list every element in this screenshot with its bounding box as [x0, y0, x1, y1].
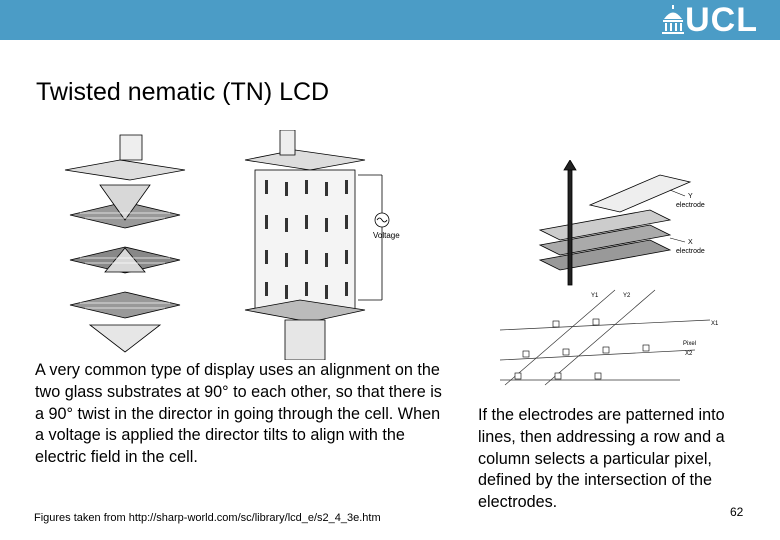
logo-text: UCL	[685, 1, 758, 39]
matrix-pixel: Pixel	[683, 341, 697, 347]
x-electrode-label: X	[688, 239, 693, 246]
x-electrode-sublabel: electrode	[676, 248, 705, 255]
matrix-x1: X1	[711, 321, 719, 327]
electrode-description: If the electrodes are patterned into lines, then addressing a row and a column selects a particular pixel, defined by the intersection of the electrodes.	[478, 406, 725, 512]
header-bar	[0, 0, 780, 40]
y-electrode-label: Y	[688, 193, 693, 200]
y-electrode-sublabel: electrode	[676, 202, 705, 209]
portico-dome-icon	[661, 5, 685, 35]
tn-voltage-figure	[240, 130, 410, 360]
figure-source-caption: Figures taken from http://sharp-world.com/sc/library/lcd_e/s2_4_3e.htm	[34, 512, 381, 524]
ucl-logo	[661, 2, 758, 38]
electrode-figure	[530, 160, 730, 290]
tn-polarizer-figure	[60, 130, 190, 355]
matrix-x2: X2	[685, 351, 693, 357]
matrix-figure	[495, 285, 735, 390]
tn-description: A very common type of display uses an alignment on the two glass substrates at 90° to each other, so that there is a 90° twist in the director in going through the cell. When a voltage is applied the director tilts to align with the electric field in the cell.	[35, 361, 442, 467]
matrix-y2: Y2	[623, 293, 631, 299]
matrix-y1: Y1	[591, 293, 599, 299]
page-number: 62	[730, 505, 744, 519]
voltage-label: Voltage	[373, 231, 400, 240]
slide-title: Twisted nematic (TN) LCD	[36, 78, 330, 106]
